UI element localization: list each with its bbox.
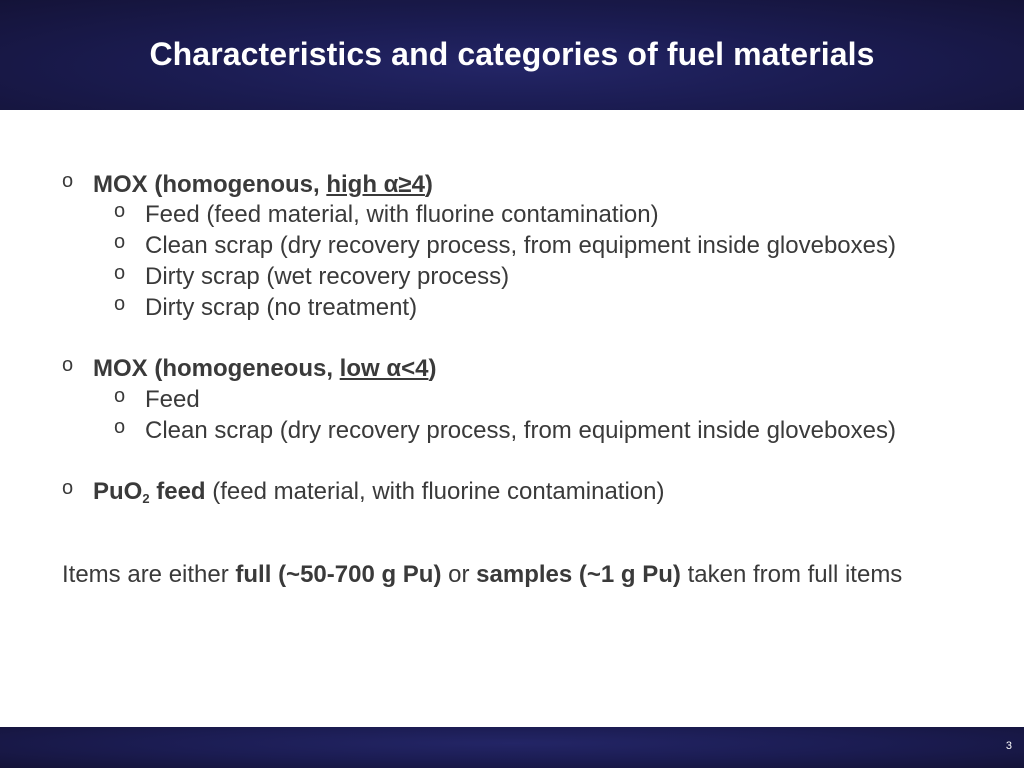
bullet-icon: o xyxy=(114,262,126,284)
bullet-icon: o xyxy=(114,416,126,438)
items-note xyxy=(62,560,902,590)
list-item-text: Dirty scrap (no treatment) xyxy=(145,294,418,321)
heading-underlined: high α≥4 xyxy=(326,171,425,198)
slide-title: Characteristics and categories of fuel materials xyxy=(149,35,875,72)
note-text: or xyxy=(441,561,477,588)
heading-prefix: MOX (homogeneous, xyxy=(93,355,340,382)
heading-prefix: MOX (homogenous, xyxy=(93,171,327,198)
heading-rest: (feed material, with fluorine contamination) xyxy=(205,478,665,505)
heading-bold-rest: feed xyxy=(149,478,206,505)
note-bold-samples: samples (~1 g Pu) xyxy=(476,561,681,588)
note-text: taken from full items xyxy=(680,561,903,588)
list-item-text: Clean scrap (dry recovery process, from equipment inside gloveboxes) xyxy=(145,232,896,259)
list-item-text: Clean scrap (dry recovery process, from equipment inside gloveboxes) xyxy=(145,417,896,444)
heading-suffix: ) xyxy=(428,355,437,382)
bullet-icon: o xyxy=(62,477,74,499)
page-number: 3 xyxy=(1005,740,1012,752)
list-item-text: Feed xyxy=(145,386,200,413)
title-bar xyxy=(0,0,1024,110)
bullet-icon: o xyxy=(114,293,126,315)
list-item-text: Dirty scrap (wet recovery process) xyxy=(145,263,510,290)
bullet-icon: o xyxy=(114,231,126,253)
heading-underlined: low α<4 xyxy=(339,355,429,382)
bullet-icon: o xyxy=(62,170,74,192)
bullet-icon: o xyxy=(62,354,74,376)
note-bold-full: full (~50-700 g Pu) xyxy=(235,561,442,588)
note-text: Items are either xyxy=(62,561,236,588)
list-item-text: Feed (feed material, with fluorine contamination) xyxy=(145,201,659,228)
footer-bar xyxy=(0,727,1024,768)
heading-base: PuO xyxy=(93,478,143,505)
bullet-icon: o xyxy=(114,385,126,407)
heading-suffix: ) xyxy=(424,171,433,198)
bullet-icon: o xyxy=(114,200,126,222)
heading-subscript: 2 xyxy=(142,491,150,506)
